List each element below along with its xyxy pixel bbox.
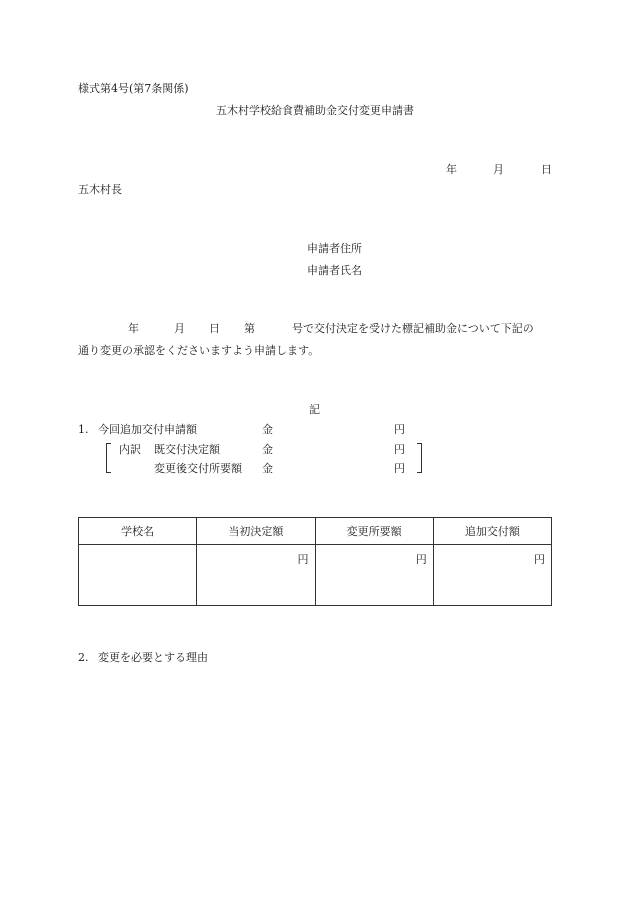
- form-number: 様式第4号(第7条関係): [78, 82, 189, 95]
- body-number-prefix: 第: [244, 322, 255, 335]
- date-year: 年: [446, 163, 457, 176]
- breakdown-row-yen: 円: [394, 462, 405, 475]
- bracket-left: [106, 443, 111, 473]
- table-cell-additional[interactable]: 円: [433, 545, 551, 606]
- date-day: 日: [541, 163, 552, 176]
- table-cell-change[interactable]: 円: [315, 545, 433, 606]
- bracket-right: [417, 443, 422, 473]
- breakdown-row-kin: 金: [262, 443, 273, 456]
- item1-yen: 円: [394, 423, 405, 436]
- date-month: 月: [493, 163, 504, 176]
- applicant-address-label: 申請者住所: [307, 242, 362, 255]
- ki-heading: 記: [309, 403, 320, 416]
- item1-label: 今回追加交付申請額: [98, 423, 197, 436]
- table-header: 学校名: [79, 518, 197, 545]
- document-title: 五木村学校給食費補助金交付変更申請書: [216, 104, 414, 117]
- breakdown-row-label: 変更後交付所要額: [154, 462, 242, 475]
- item1-kin: 金: [262, 423, 273, 436]
- item2-number: 2.: [78, 651, 89, 664]
- body-day: 日: [209, 322, 220, 335]
- applicant-name-label: 申請者氏名: [307, 264, 362, 277]
- table-header: 当初決定額: [197, 518, 315, 545]
- body-line1: 号で交付決定を受けた標記補助金について下記の: [292, 322, 534, 335]
- breakdown-row-yen: 円: [394, 443, 405, 456]
- table-header: 追加交付額: [433, 518, 551, 545]
- table-row: [79, 545, 552, 606]
- body-line2: 通り変更の承認をくださいますよう申請します。: [78, 344, 320, 357]
- addressee: 五木村長: [78, 183, 122, 196]
- breakdown-row-label: 既交付決定額: [154, 443, 220, 456]
- body-month: 月: [174, 322, 185, 335]
- item1-number: 1.: [78, 423, 89, 436]
- body-year: 年: [128, 322, 139, 335]
- table-cell-school[interactable]: [79, 545, 197, 606]
- table-header-row: [79, 518, 552, 545]
- breakdown-label: 内訳: [119, 443, 141, 456]
- table-cell-initial[interactable]: 円: [197, 545, 315, 606]
- table-header: 変更所要額: [315, 518, 433, 545]
- school-amount-table: [78, 517, 552, 606]
- item2-label: 変更を必要とする理由: [98, 651, 208, 664]
- breakdown-row-kin: 金: [262, 462, 273, 475]
